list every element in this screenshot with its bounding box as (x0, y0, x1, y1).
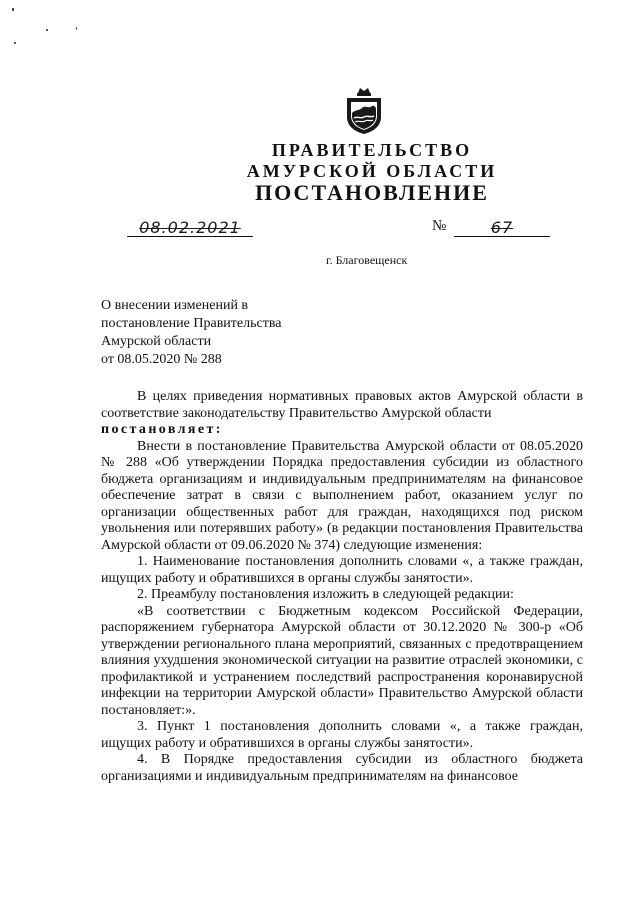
subject-line: Амурской области (101, 334, 212, 349)
date-field (127, 220, 253, 237)
preamble-paragraph: В целях приведения нормативных правовых актов Амурской области в соответствие законодательству Правительство Амурской области (101, 389, 583, 421)
document-body (101, 389, 583, 785)
handwritten-number: 67 (490, 218, 514, 237)
number-field (454, 220, 550, 237)
paragraph-new-preamble: «В соответствии с Бюджетным кодексом Российской Федерации, распоряжением губернатора Амурской области от 30.12.2020 № 300-р «Об утверждении регионального плана мероприятий, связанных с предотвращением влияния ухудшения экономической ситуации на развитие отраслей экономики, с профилактикой и устранением последствий распространения коронавирусной инфекции на территории Амурской области» Правительство Амурской области постановляет:». (101, 603, 583, 718)
amur-region-coat-of-arms-icon (344, 87, 384, 135)
subject-line: от 08.05.2020 № 288 (101, 352, 222, 367)
subject-line: постановление Правительства (101, 316, 282, 331)
paragraph-item-4: 4. В Порядке предоставления субсидии из областного бюджета организациями и индивидуальным предпринимателям на финансовое (101, 752, 583, 784)
subject-block (101, 297, 331, 369)
government-name-line2: АМУРСКОЙ ОБЛАСТИ (246, 161, 498, 181)
number-label: № (432, 218, 447, 234)
government-name-line1: ПРАВИТЕЛЬСТВО (271, 140, 473, 160)
paragraph-item-2: 2. Преамбулу постановления изложить в следующей редакции: (137, 587, 514, 602)
resolves-keyword: постановляет: (101, 422, 223, 437)
handwritten-date: 08.02.2021 (139, 218, 241, 237)
document-type-title: ПОСТАНОВЛЕНИЕ (255, 180, 489, 205)
subject-line: О внесении изменений в (101, 298, 249, 313)
paragraph-item-1: 1. Наименование постановления дополнить словами «, а также граждан, ищущих работу и обратившихся в органы службы занятости». (101, 554, 583, 586)
paragraph-amend-intro: Внести в постановление Правительства Амурской области от 08.05.2020 № 288 «Об утверждении Порядка предоставления субсидии из областного бюджета организациям и индивидуальным предпринимателям на финансовое обеспечение затрат в связи с выполнением работ, оказанием услуг по организации общественных работ для граждан, находящихся под риском увольнения или потерявших работу» (в редакции постановления Правительства Амурской области от 09.06.2020 № 374) следующие изменения: (101, 438, 583, 553)
city-name: г. Благовещенск (326, 253, 408, 267)
paragraph-item-3: 3. Пункт 1 постановления дополнить словами «, а также граждан, ищущих работу и обратившихся в органы службы занятости». (101, 719, 583, 751)
